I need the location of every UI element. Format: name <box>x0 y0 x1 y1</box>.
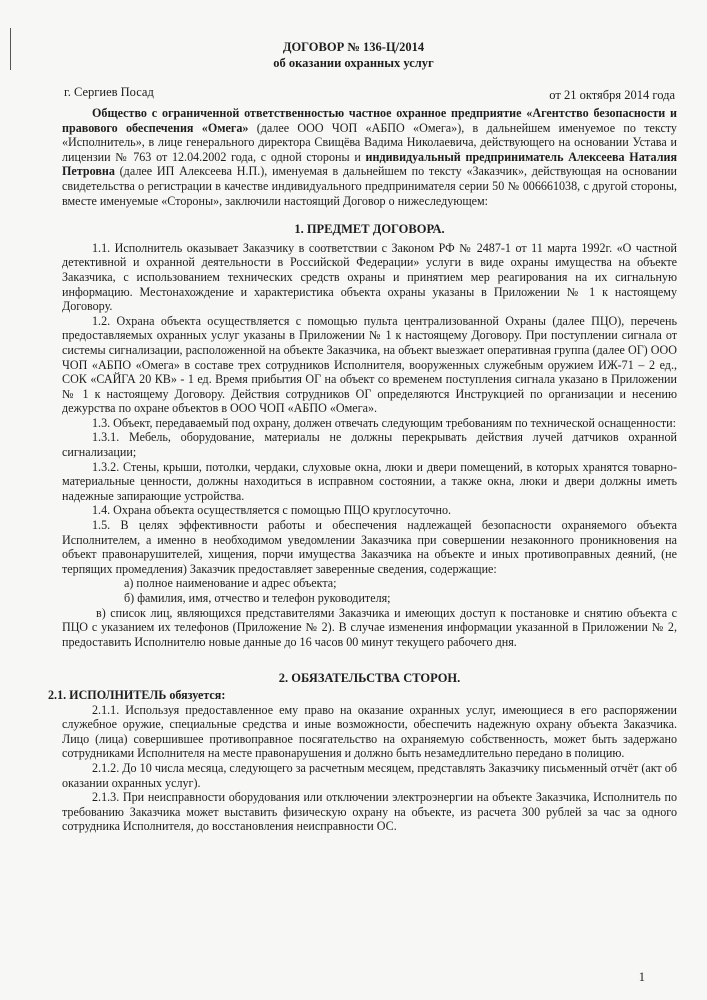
clause-1-1: 1.1. Исполнитель оказывает Заказчику в соответствии с Законом РФ № 2487-1 от 11 марта 1992г. «О частной детективной и охранной деятельности в Российской Федерации» услуги в виде охраны имущества на объекте Заказчика, с использованием технических средств охраны и принятием мер реагирования на их сигнальную информацию. Местонахождение и характеристика объекта охраны указаны в Приложении № 1 к настоящему Договору. <box>62 240 677 314</box>
section-2-1-subheading: 2.1. ИСПОЛНИТЕЛЬ обязуется: <box>48 687 226 702</box>
entrepreneur-name: индивидуальный предприниматель Алексеева Наталия Петровна <box>62 149 677 179</box>
document-subtitle: об оказании охранных услуг <box>273 56 434 70</box>
contract-date: от 21 октября 2014 года <box>549 88 675 102</box>
preamble-text-2: (далее ИП Алексеева Н.П.), именуемая в дальнейшем по тексту «Заказчик», действующая на основании свидетельства о регистрации в качестве индивидуального предпринимателя серии 50 № 006661038, с другой стороны, вместе именуемые «Стороны», заключили настоящий Договор о нижеследующем: <box>62 164 677 208</box>
list-item-c: в) список лиц, являющихся представителями Заказчика и имеющих доступ к постановке и снятию объекта с ПЦО с указанием их телефонов (Приложение № 2). В случае изменения информации указанной в Приложении № 2, предоставить Исполнителю новые данные до 16 часов 00 минут текущего рабочего дня. <box>62 605 677 649</box>
list-item-b: б) фамилия, имя, отчество и телефон руководителя; <box>124 591 391 605</box>
contract-body <box>48 106 677 834</box>
preamble <box>62 106 677 208</box>
clause-1-3: 1.3. Объект, передаваемый под охрану, должен отвечать следующим требованиям по технической оснащенности: <box>92 415 676 430</box>
company-name: Общество с ограниченной ответственностью частное охранное предприятие «Агентство безопасности и правового обеспечения «Омега» <box>62 106 677 135</box>
clause-2-1-3: 2.1.3. При неисправности оборудования или отключении электроэнергии на объекте Заказчика, Исполнитель по требованию Заказчика может выставить физическую охрану на объекте, из расчета 300 рублей за час за одного сотрудника Исполнителя, до восстановления неисправности ОС. <box>62 790 677 834</box>
section-2-heading: 2. ОБЯЗАТЕЛЬСТВА СТОРОН. <box>278 671 461 686</box>
document-title: ДОГОВОР № 136-Ц/2014 <box>282 40 425 54</box>
page-number: 1 <box>638 970 645 984</box>
clause-2-1-1: 2.1.1. Используя предоставленное ему право на оказание охранных услуг, имеющиеся в его распоряжении служебное оружие, специальные средства и иные возможности, обеспечить надежную охрану объекта Заказчика. Лицо (лица) совершившее противоправное посягательство на охраняемую собственность, может быть задержано сотрудниками Исполнителя на месте правонарушения и должно быть незамедлительно передано в полицию. <box>62 702 677 761</box>
clause-1-2: 1.2. Охрана объекта осуществляется с помощью пульта централизованной Охраны (далее ПЦО), перечень предоставляемых охранных услуг указаны в Приложении № 1 к настоящему Договору. При поступлении сигнала от системы сигнализации, расположенной на объекте Заказчика, на объект выезжает оперативная группа (далее ОГ) ООО ЧОП «АБПО «Омега» в составе трех сотрудников Исполнителя, вооруженных служебным оружием ИЖ-71 – 2 ед., СОК «САЙГА 20 КВ» - 1 ед. Время прибытия ОГ на объект со временем поступления сигнала указано в Приложении № 1 к настоящему Договору. Действия сотрудников ОГ определяются Инструкцией по организации и несению дежурства по охране объектов в ООО ЧОП «АБПО «Омега». <box>62 313 677 416</box>
clause-2-1-2: 2.1.2. До 10 числа месяца, следующего за расчетным месяцем, представлять Заказчику письменный отчёт (акт об оказании охранных услуг). <box>62 760 677 790</box>
list-item-a: а) полное наименование и адрес объекта; <box>124 576 337 591</box>
clause-1-4: 1.4. Охрана объекта осуществляется с помощью ПЦО круглосуточно. <box>92 503 452 518</box>
preamble-text-1: (далее ООО ЧОП «АБПО «Омега»), в дальнейшем именуемое по тексту «Исполнитель», в лице генерального директора Свищёва Вадима Николаевича, действующего на основании Устава и лицензии № 763 от 12.04.2002 года, с одной стороны и <box>62 120 677 164</box>
clause-1-3-1: 1.3.1. Мебель, оборудование, материалы не должны перекрывать действия лучей датчиков охранной сигнализации; <box>62 430 677 460</box>
city-label: г. Сергиев Посад <box>64 85 154 99</box>
clause-1-3-2: 1.3.2. Стены, крыши, потолки, чердаки, слуховые окна, люки и двери помещений, в которых хранятся товарно-материальные ценности, должны находиться в исправном состоянии, а также окна, люки и двери должны иметь надежные запирающие устройства. <box>62 459 677 503</box>
section-1-heading: 1. ПРЕДМЕТ ДОГОВОРА. <box>294 222 445 237</box>
clause-1-5: 1.5. В целях эффективности работы и обеспечения надлежащей безопасности охраняемого объекта Исполнителем, а именно в необходимом уведомлении Заказчика при совершении незаконного проникновения на объект правонарушителей, хищения, порчи имущества Заказчика на объекте и иных противоправных деяний, (не терпящих промедления) Заказчик предоставляет заверенные сведения, содержащие: <box>62 518 677 576</box>
